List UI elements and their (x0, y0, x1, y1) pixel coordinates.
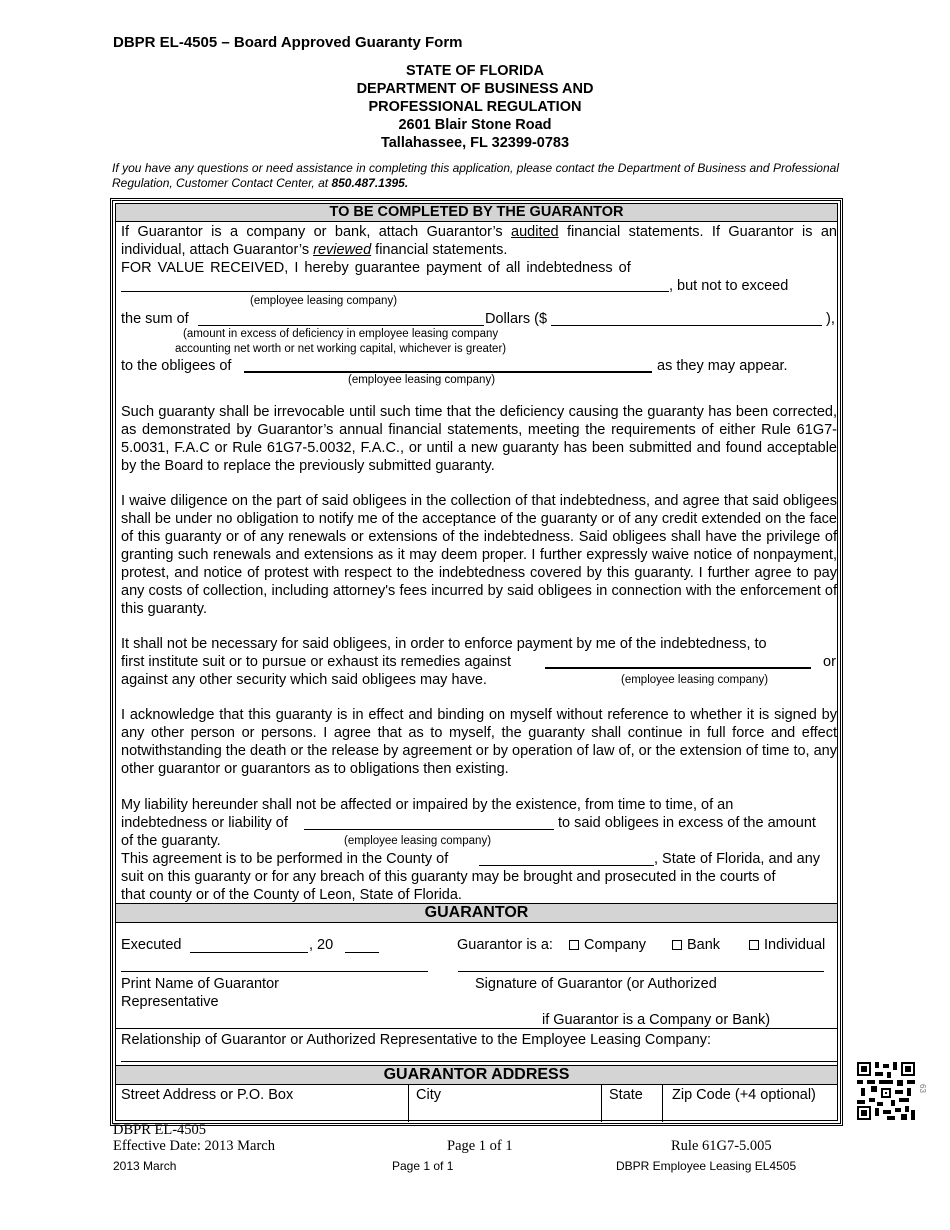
section-title-guarantor: GUARANTOR (116, 903, 837, 923)
para-irrevocable: Such guaranty shall be irrevocable until such time that the deficiency causing the guaranty has been corrected, as demonstrated by Guarantor’s annual financial statements, meeting the requirements of either Rule 61G7-5.0031, F.A.C or Rule 61G7-5.0032, F.A.C., or until a new guaranty has been submitted and found acceptable by the Board to replace the previously submitted guaranty. (121, 404, 837, 474)
street-address-field[interactable]: Street Address or P.O. Box (121, 1087, 294, 1103)
executed-date-field[interactable] (190, 952, 308, 953)
obligees-of-label: to the obligees of (121, 358, 232, 374)
not-to-exceed-text: , but not to exceed (669, 278, 789, 294)
para-liability-3: of the guaranty. (121, 833, 221, 849)
sum-of-label: the sum of (121, 311, 189, 327)
relationship-field[interactable] (121, 1061, 837, 1062)
print-name-field[interactable] (121, 971, 428, 972)
year-prefix: , 20 (309, 937, 334, 953)
footer-rule: Rule 61G7-5.005 (671, 1138, 772, 1154)
remedies-against-field[interactable] (545, 667, 811, 669)
para-necessary-3: against any other security which said obligees may have. (121, 672, 487, 688)
individual-checkbox[interactable]: Individual (749, 936, 825, 954)
para-waive: I waive diligence on the part of said obligees in the collection of that indebtedness, and agree that said obligees shall be under no obligation to notify me of the acceptance of the guaranty or of any credit extended on the face of this guaranty or of any renewals or extensions of the indebtedness. Said obligees shall have the privilege of granting such renewals and extensions as it may deem proper. I further expressly waive notice of nonpayment, protest, and notice of protest with respect to the indebtedness covered by this guaranty. I further agree to pay any costs of collection, including attorney's fees incurred by said obligees in connection with the enforcement of this guaranty. (121, 493, 837, 617)
checkbox-icon (569, 940, 579, 950)
section-title-address: GUARANTOR ADDRESS (116, 1065, 837, 1085)
dollars-label: Dollars ($ (485, 311, 548, 327)
checkbox-icon (749, 940, 759, 950)
sum-words-field[interactable] (198, 325, 484, 326)
footer-page: Page 1 of 1 (447, 1138, 513, 1154)
employee-leasing-company-field[interactable] (121, 291, 669, 292)
for-value-text: FOR VALUE RECEIVED, I hereby guarantee payment of all indebtedness of (121, 260, 631, 276)
amount-caption-2: accounting net worth or net working capital, whichever is greater) (175, 343, 507, 355)
footer-date-2: 2013 March (113, 1159, 177, 1173)
signature-field[interactable] (458, 971, 824, 972)
if-company-label: if Guarantor is a Company or Bank) (542, 1012, 771, 1028)
para-necessary-1: It shall not be necessary for said obligees, in order to enforce payment by me of the indebtedness, to (121, 636, 767, 652)
para-necessary-or: or (823, 654, 836, 670)
bank-checkbox[interactable]: Bank (672, 936, 720, 954)
relationship-label: Relationship of Guarantor or Authorized Representative to the Employee Leasing Company: (121, 1032, 712, 1048)
para-liability-2a: indebtedness or liability of (121, 815, 288, 831)
guaranty-form-box (110, 198, 843, 1126)
zip-code-field[interactable]: Zip Code (+4 optional) (672, 1087, 816, 1103)
agency-dept-2: PROFESSIONAL REGULATION (368, 99, 582, 115)
footer-doc-name: DBPR Employee Leasing EL4505 (616, 1159, 797, 1173)
phone-number: 850.487.1395. (331, 175, 409, 190)
county-field[interactable] (479, 865, 654, 866)
caption-elc-2: (employee leasing company) (348, 374, 496, 386)
section-title-guarantor-complete: TO BE COMPLETED BY THE GUARANTOR (116, 204, 837, 222)
executed-label: Executed (121, 937, 182, 953)
para-acknowledge: I acknowledge that this guaranty is in effect and binding on myself without reference to whether it is signed by any other person or persons. I agree that as to myself, the guaranty shall continue in full force and effect notwithstanding the death or the release by agreement or by operation of law of, or the extension of time to, any other guarantor or guarantors as to obligations then existing. (121, 707, 837, 777)
representative-label: Representative (121, 994, 219, 1010)
company-checkbox[interactable]: Company (569, 936, 646, 954)
print-name-label: Print Name of Guarantor (121, 976, 279, 992)
footer-effective-date: Effective Date: 2013 March (113, 1138, 275, 1154)
footer-page-2: Page 1 of 1 (392, 1159, 454, 1173)
checkbox-icon (672, 940, 682, 950)
footer-form-code: DBPR EL-4505 (113, 1122, 207, 1138)
form-title: DBPR EL-4505 – Board Approved Guaranty Form (113, 34, 463, 51)
intro-note: If you have any questions or need assistance in completing this application, please contact the Department of Business and Professional Regulation, Customer Contact Center, at 850.487.1395. (112, 161, 839, 190)
sum-amount-field[interactable] (551, 325, 822, 326)
agency-city: Tallahassee, FL 32399-0783 (380, 135, 570, 151)
caption-elc-4: (employee leasing company) (344, 835, 492, 847)
dollars-close: ), (826, 311, 835, 327)
amount-caption-1: (amount in excess of deficiency in employee leasing company (183, 328, 499, 340)
agency-state: STATE OF FLORIDA (405, 63, 544, 79)
executed-year-field[interactable] (345, 952, 379, 953)
city-field[interactable]: City (416, 1087, 441, 1103)
guarantor-is-label: Guarantor is a: (457, 937, 553, 953)
obligees-field[interactable] (244, 371, 652, 373)
qr-side-label: 63 (917, 1084, 927, 1093)
para-necessary-2: first institute suit or to pursue or exhaust its remedies against (121, 654, 512, 670)
attach-statements-text: If Guarantor is a company or bank, attach Guarantor’s audited financial statements. If Guarantor is an individual, attach Guarantor’s reviewed financial statements. (121, 224, 838, 258)
agency-street: 2601 Blair Stone Road (398, 117, 552, 133)
signature-label: Signature of Guarantor (or Authorized (475, 976, 717, 992)
caption-elc-1: (employee leasing company) (250, 295, 398, 307)
para-liability-1: My liability hereunder shall not be affected or impaired by the existence, from time to time, of an (121, 797, 734, 813)
caption-elc-3: (employee leasing company) (621, 674, 769, 686)
liability-of-field[interactable] (304, 829, 554, 830)
agency-dept: DEPARTMENT OF BUSINESS AND (356, 81, 594, 97)
para-county-1a: This agreement is to be performed in the County of (121, 851, 449, 867)
para-liability-2b: to said obligees in excess of the amount (558, 815, 816, 831)
as-they-may-appear: as they may appear. (657, 358, 788, 374)
para-county-3: that county or of the County of Leon, State of Florida. (121, 887, 462, 903)
state-field[interactable]: State (609, 1087, 643, 1103)
para-county-2: suit on this guaranty or for any breach of this guaranty may be brought and prosecuted in the courts of (121, 869, 776, 885)
agency-block (0, 62, 950, 152)
para-county-1b: , State of Florida, and any (654, 851, 821, 867)
qr-code (857, 1062, 915, 1120)
